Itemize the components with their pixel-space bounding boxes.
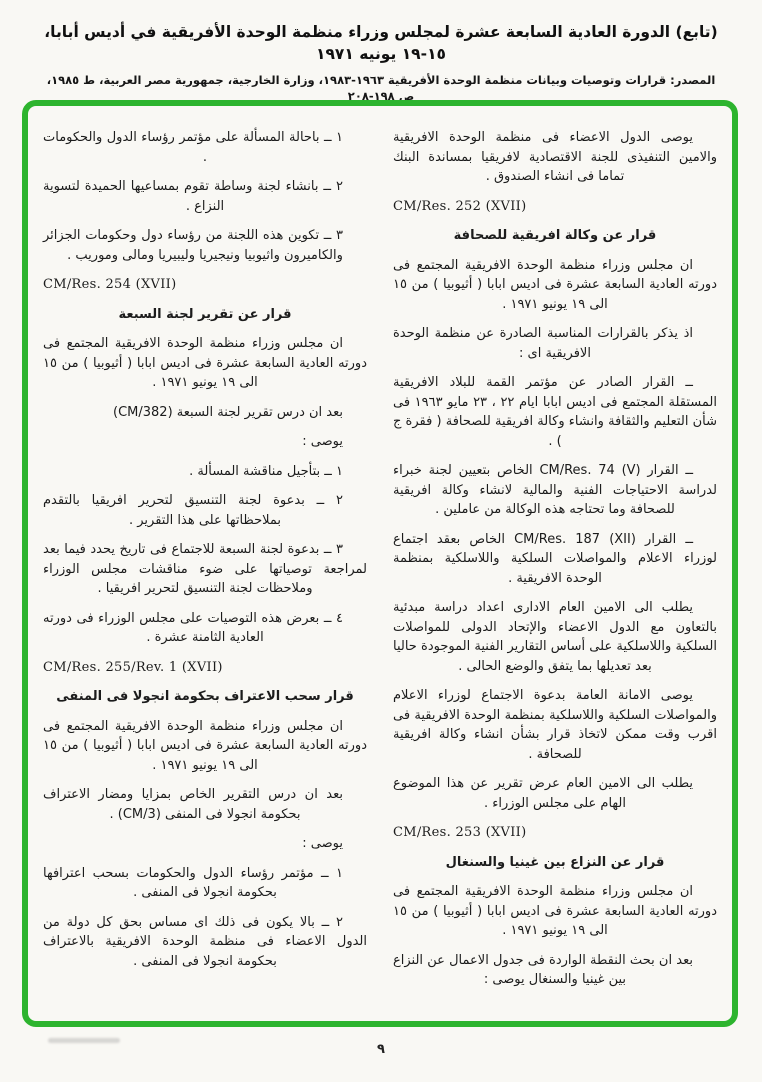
two-column-layout — [43, 128, 717, 1015]
document-title: (تابع) الدورة العادية السابعة عشرة لمجلس وزراء منظمة الوحدة الأفريقية في أديس أبابا، ١٥-١٩ يونيه ١٩٧١ — [44, 23, 718, 63]
paragraph: ــ القرار الصادر عن مؤتمر القمة للبلاد الافريقية المستقلة المجتمع فى اديس ابابا ايام ٢٢ ، ٢٣ مايو ١٩٦٣ فى شأن التعليم والثقافة وانشاء وكالة افريقية للصحافة ( فقرة ج ) . — [393, 375, 717, 449]
paragraph: ان مجلس وزراء منظمة الوحدة الافريقية المجتمع فى دورته العادية السابعة عشرة فى اديس ابابا ( أثيوبيا ) من ١٥ الى ١٩ يونيو ١٩٧١ . — [393, 257, 717, 312]
resolution-title: قرار عن النزاع بين غينيا والسنغال — [445, 854, 665, 870]
resolution-code: CM/Res. 254 (XVII) — [43, 277, 177, 292]
paragraph: يوصى : — [302, 836, 343, 851]
paragraph: ٤ ــ بعرض هذه التوصيات على مجلس الوزراء فى دورته العادية الثامنة عشرة . — [43, 610, 343, 645]
document-header — [0, 22, 762, 105]
paragraph: ان مجلس وزراء منظمة الوحدة الافريقية المجتمع فى دورته العادية السابعة عشرة فى اديس ابابا ( أثيوبيا ) من ١٥ الى ١٩ يونيو ١٩٧١ . — [43, 336, 367, 390]
paragraph: ــ القرار CM/Res. 74 (V) الخاص بتعيين لجنة خبراء لدراسة الاحتياجات الفنية والمالية لانشاء وكالة افريقية للصحافة وما تحتاجه هذه الوكالة من عاملين . — [393, 463, 717, 517]
paragraph: ٣ ــ بدعوة لجنة السبعة للاجتماع فى تاريخ يحدد فيما بعد لمراجعة توصياتها على ضوء مناقشات مجلس الوزراء وملاحظات لجنة التنسيق لتحرير افريقيا . — [43, 542, 367, 596]
paragraph: ٢ ــ بانشاء لجنة وساطة تقوم بمساعيها الحميدة لتسوية النزاع . — [43, 179, 343, 214]
paragraph: يطلب الى الامين العام الادارى اعداد دراسة مبدئية بالتعاون مع الدول الاعضاء والإتحاد الدولى للمواصلات السلكية واللاسلكية على أساس التقارير الفنية الموجودة حاليا بعد تعديلها بما يتفق والوضع الحالى . — [393, 600, 717, 674]
column-left — [43, 128, 367, 1015]
resolution-title: قرار عن تقرير لجنة السبعة — [118, 306, 292, 322]
paragraph: بعد ان بحث النقطة الواردة فى جدول الاعمال عن النزاع بين غينيا والسنغال يوصى : — [393, 952, 693, 987]
paragraph: يوصى : — [302, 434, 343, 449]
paragraph: يوصى الدول الاعضاء فى منظمة الوحدة الافريقية والامين التنفيذى للجنة الاقتصادية لافريقيا بمساندة البنك تماما فى انشاء الصندوق . — [393, 130, 717, 184]
document-source-line: المصدر: قرارات وتوصيات وبيانات منظمة الوحدة الأفريقية ١٩٦٣-١٩٨٣، وزارة الخارجية، جمهورية مصر العربية، ط ١٩٨٥، ص ١٩٨-٢٠٨ — [46, 73, 716, 104]
paragraph: ١ ــ مؤتمر رؤساء الدول والحكومات بسحب اعترافها بحكومة انجولا فى المنفى . — [43, 865, 343, 900]
paragraph: ان مجلس وزراء منظمة الوحدة الافريقية المجتمع فى دورته العادية السابعة عشرة فى اديس ابابا ( أثيوبيا ) من ١٥ الى ١٩ يونيو ١٩٧١ . — [43, 718, 367, 773]
paragraph: ٣ ــ تكوين هذه اللجنة من رؤساء دول وحكومات الجزائر والكاميرون واثيوبيا ونيجيريا وليبيريا ومالى وموريب . — [43, 228, 343, 263]
content-frame — [22, 100, 738, 1027]
paragraph: ٢ ــ بدعوة لجنة التنسيق لتحرير افريقيا بالتقدم بملاحظاتها على هذا التقرير . — [43, 493, 343, 528]
column-right — [393, 128, 717, 1015]
resolution-code: CM/Res. 253 (XVII) — [393, 825, 527, 840]
paragraph: بعد ان درس التقرير الخاص بمزايا ومضار الاعتراف بحكومة انجولا فى المنفى (CM/3) . — [43, 787, 343, 822]
paragraph: ١ ــ باحالة المسألة على مؤتمر رؤساء الدول والحكومات . — [43, 130, 343, 165]
page-number: ٩ — [377, 1042, 385, 1057]
paragraph: ــ القرار CM/Res. 187 (XII) الخاص بعقد اجتماع لوزراء الاعلام والمواصلات السلكية واللاسلكية بمنظمة الوحدة الافريقية . — [393, 531, 717, 586]
paragraph: بعد ان درس تقرير لجنة السبعة (CM/382) — [113, 404, 343, 420]
document-footer — [0, 1038, 762, 1057]
paragraph: يوصى الامانة العامة بدعوة الاجتماع لوزراء الاعلام والمواصلات السلكية واللاسلكية بمنظمة الوحدة الافريقية فى اقرب وقت ممكن لاتخاذ قرار بشأن انشاء وكالة افريقية للصحافة . — [393, 688, 717, 762]
resolution-code: CM/Res. 255/Rev. 1 (XVII) — [43, 659, 223, 675]
resolution-title: قرار عن وكالة افريقية للصحافة — [453, 228, 657, 243]
paragraph: ٢ ــ بالا يكون فى ذلك اى مساس بحق كل دولة من الدول الاعضاء فى منظمة الوحدة الافريقية بالاعتراف بحكومة انجولا فى المنفى . — [43, 914, 367, 969]
resolution-title: قرار سحب الاعتراف بحكومة انجولا فى المنفى — [56, 689, 354, 704]
paragraph: يطلب الى الامين العام عرض تقرير عن هذا الموضوع الهام على مجلس الوزراء . — [393, 776, 693, 811]
paragraph: اذ يذكر بالقرارات المناسبة الصادرة عن منظمة الوحدة الافريقية اى : — [393, 326, 693, 361]
resolution-code: CM/Res. 252 (XVII) — [393, 198, 527, 214]
paragraph: ١ ــ بتأجيل مناقشة المسألة . — [189, 463, 343, 479]
paragraph: ان مجلس وزراء منظمة الوحدة الافريقية المجتمع فى دورته العادية السابعة عشرة فى اديس ابابا ( أثيوبيا ) من ١٥ الى ١٩ يونيو ١٩٧١ . — [393, 884, 717, 938]
